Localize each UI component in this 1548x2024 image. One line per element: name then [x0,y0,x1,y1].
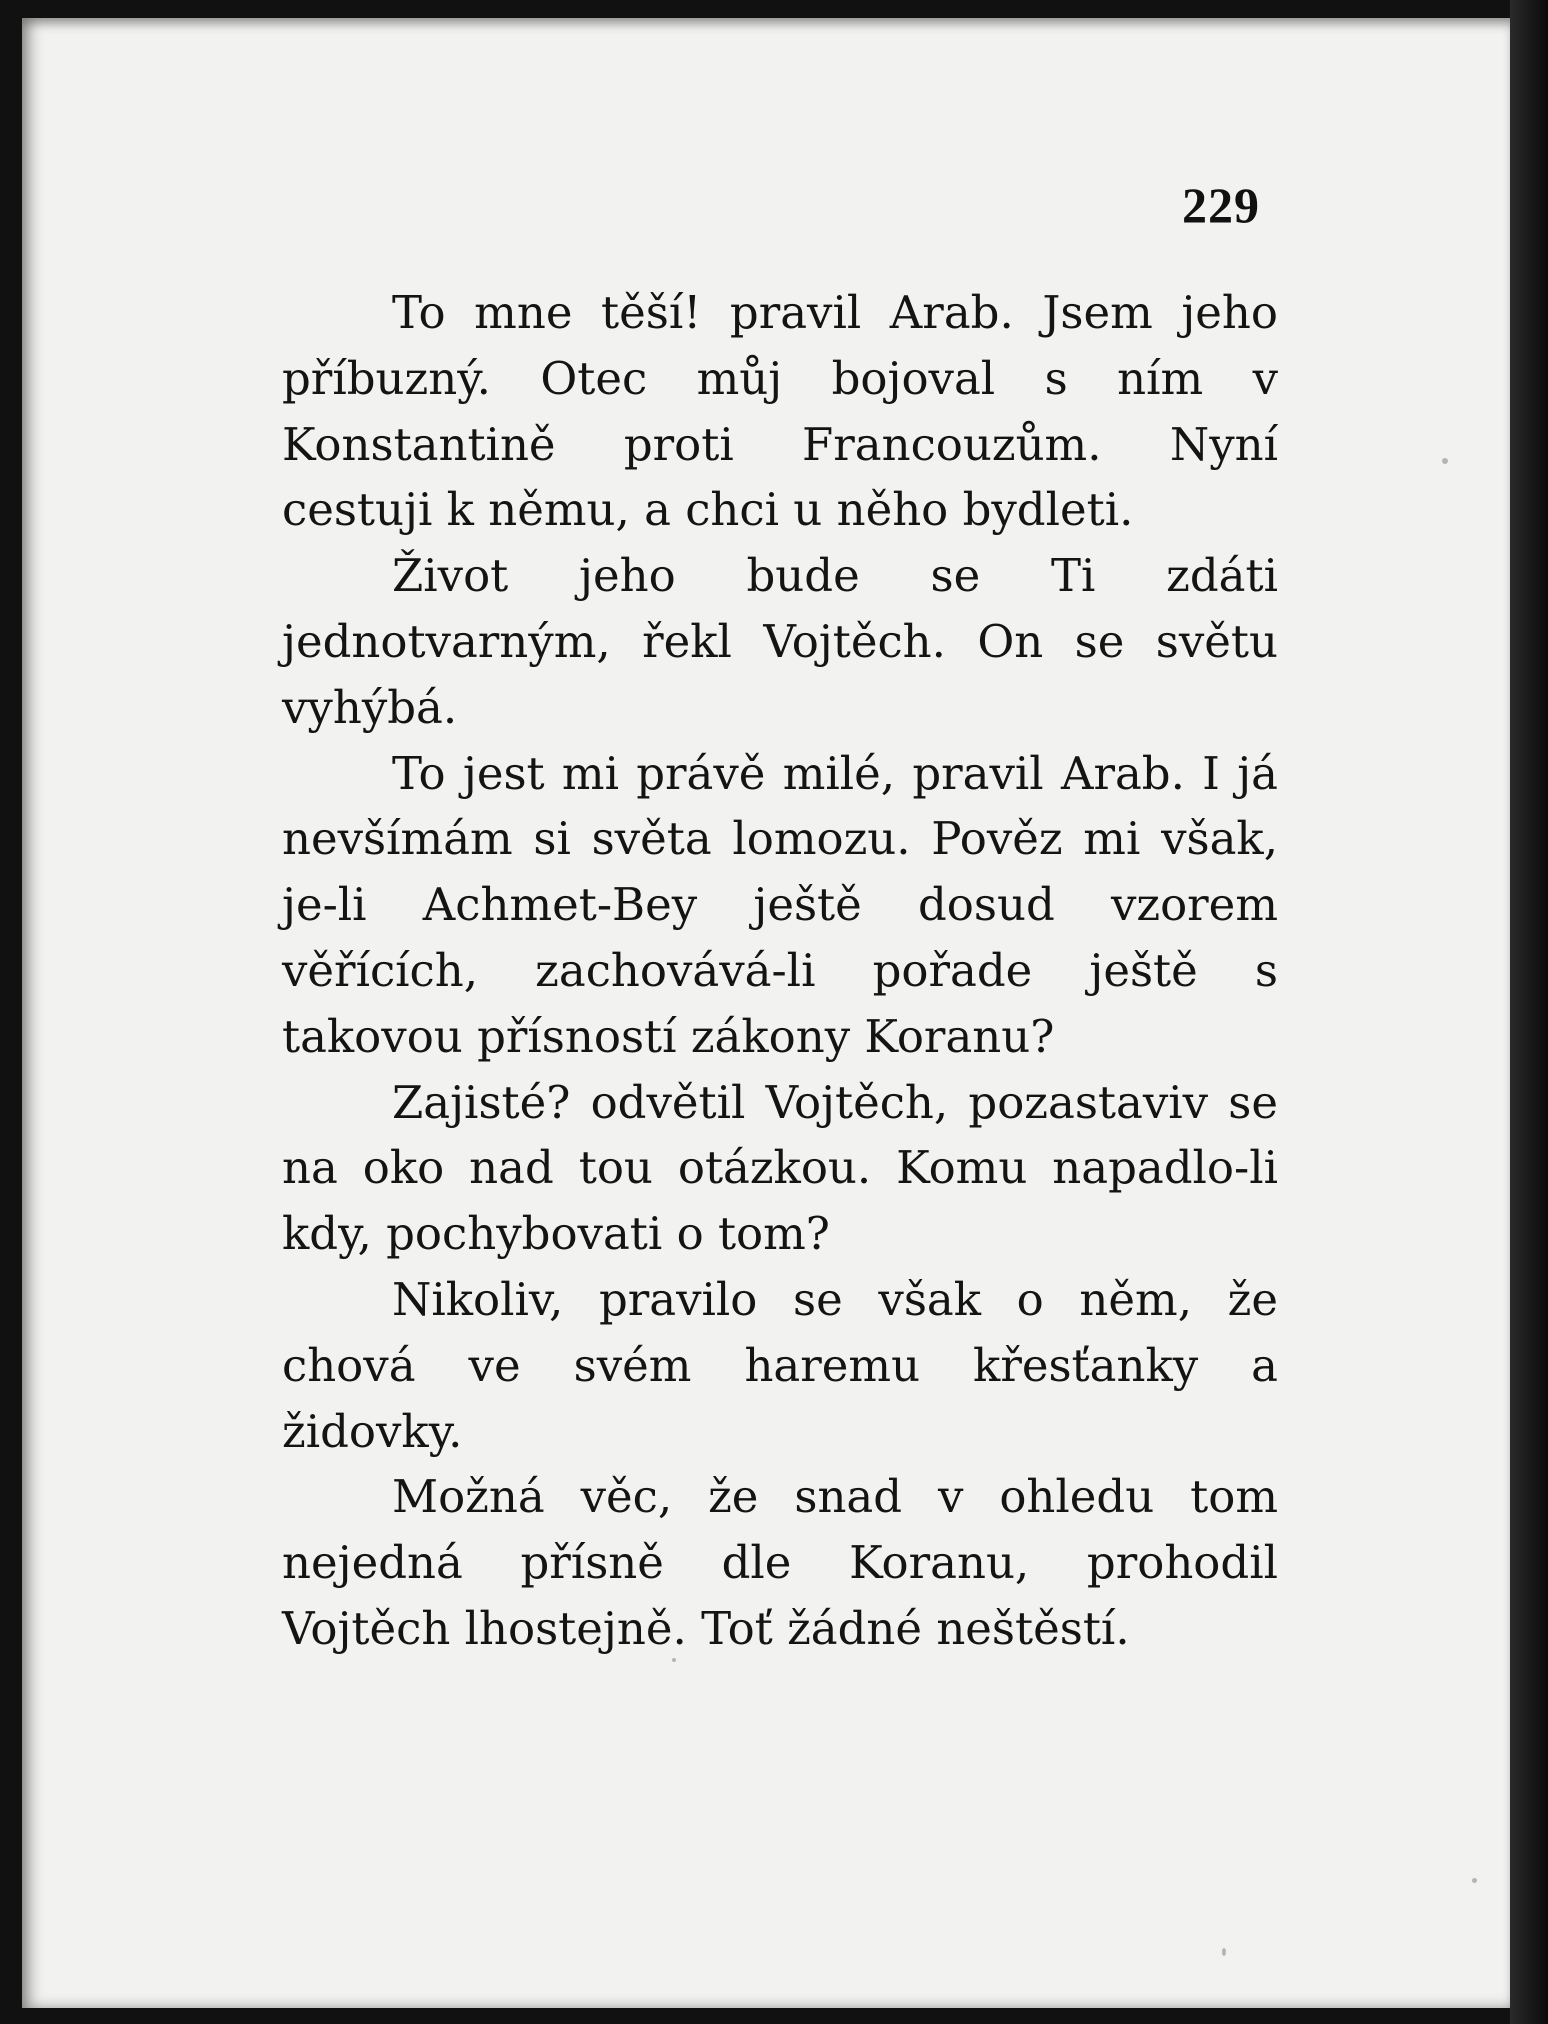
paragraph: Možná věc, že snad v ohledu tom nejedná přísně dle Koranu, prohodil Vojtěch lhostejně. Toť žádné neštěstí. [282,1470,1278,1655]
paper-speck [1222,1948,1226,1956]
paragraph: Zajisté? odvětil Vojtěch, pozastaviv se na oko nad tou otázkou. Komu napadlo-li kdy, pochybovati o tom? [282,1075,1278,1261]
paragraph: To jest mi právě milé, pravil Arab. I já nevšímám si světa lomozu. Pověz mi však, je-li Achmet-Bey ještě dosud vzorem věřících, zachovává-li pořade ještě s takovou přísností zákony Koranu? [282,746,1278,1063]
paragraph: To mne těší! pravil Arab. Jsem jeho příbuzný. Otec můj bojoval s ním v Konstantině proti Francouzům. Nyní cestuji k němu, a chci u něho bydleti. [282,286,1278,537]
body-text [282,280,1278,1662]
paper-speck [672,1658,676,1662]
paper-speck [1472,1878,1477,1883]
paragraph: Život jeho bude se Ti zdáti jednotvarným, řekl Vojtěch. On se světu vyhýbá. [282,549,1278,734]
scan-edge [1510,0,1548,2024]
paper-speck [1442,458,1448,464]
page-number: 229 [1182,177,1260,233]
book-page [22,18,1512,2008]
paragraph: Nikoliv, pravilo se však o něm, že chová ve svém haremu křesťanky a židovky. [282,1272,1278,1458]
